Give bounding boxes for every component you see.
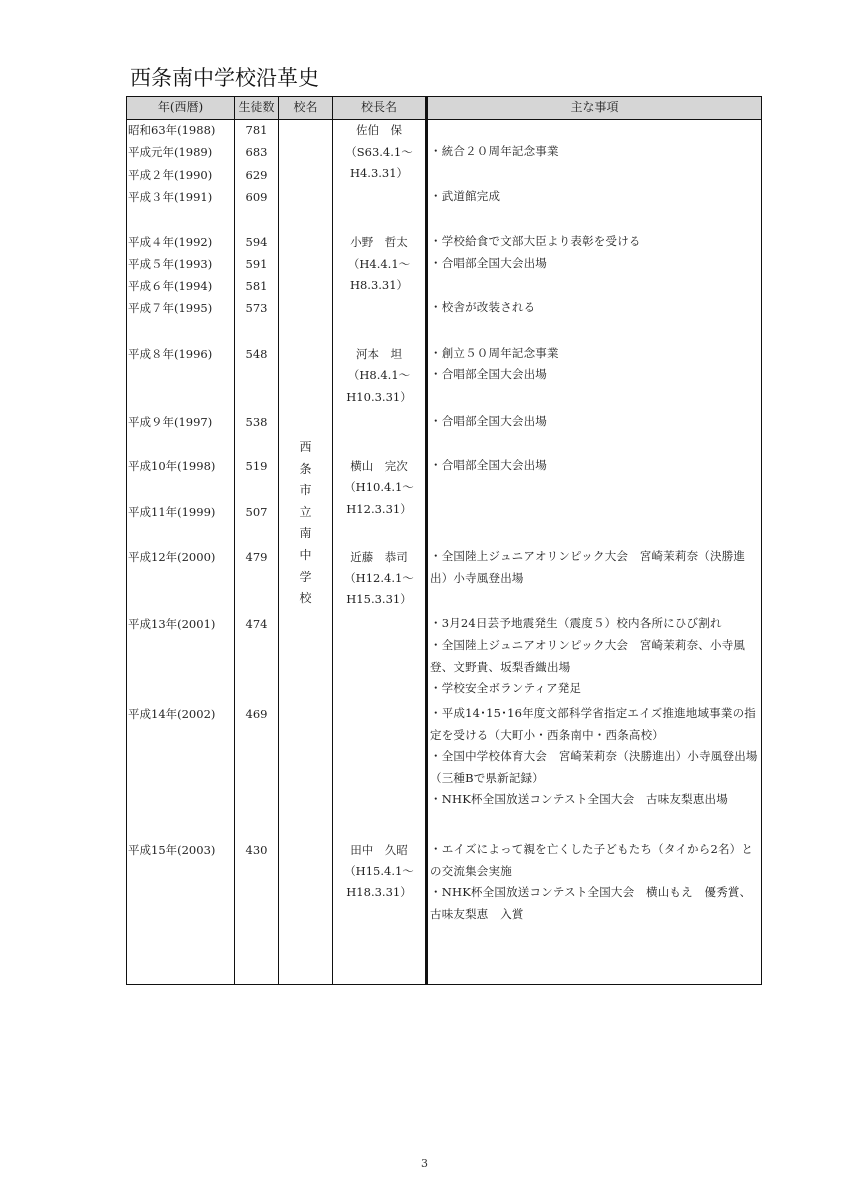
event-item: ・全国陸上ジュニアオリンピック大会 宮崎茉莉奈（決勝進出）小寺風登出場 bbox=[430, 549, 746, 585]
event-item: ・全国陸上ジュニアオリンピック大会 宮崎茉莉奈、小寺風登、文野貴、坂梨香織出場 bbox=[430, 638, 746, 674]
header-principal: 校長名 bbox=[360, 100, 397, 114]
school-name-text: 西条市立南中学校 bbox=[299, 440, 312, 606]
event-item: ・合唱部全国大会出場 bbox=[430, 414, 547, 428]
principal-term-end: H10.3.31） bbox=[346, 390, 412, 404]
principal-term-start: （H15.4.1～ bbox=[344, 864, 414, 878]
year-cell: 平成13年(2001) bbox=[128, 617, 216, 631]
event-item: ・学校給食で文部大臣より表彰を受ける bbox=[430, 234, 641, 248]
event-item: ・NHK杯全国放送コンテスト全国大会 横山もえ 優秀賞、古味友梨恵 入賞 bbox=[430, 885, 752, 921]
principal-name: 小野 哲太 bbox=[350, 235, 408, 249]
event-item: ・合唱部全国大会出場 bbox=[430, 367, 547, 381]
year-cell: 平成６年(1994) bbox=[128, 279, 213, 293]
column-divider bbox=[425, 97, 428, 984]
principal-name: 河本 坦 bbox=[356, 347, 402, 361]
principal-term-start: （S63.4.1～ bbox=[345, 145, 413, 159]
students-cell: 519 bbox=[245, 459, 268, 473]
students-cell: 591 bbox=[245, 257, 268, 271]
year-cell: 平成４年(1992) bbox=[128, 235, 213, 249]
year-cell: 平成２年(1990) bbox=[128, 168, 213, 182]
year-cell: 平成元年(1989) bbox=[128, 145, 213, 159]
students-cell: 474 bbox=[245, 617, 268, 631]
principal-term-start: （H4.4.1～ bbox=[347, 257, 411, 271]
event-item: ・学校安全ボランティア発足 bbox=[430, 681, 582, 695]
year-cell: 平成３年(1991) bbox=[128, 190, 213, 204]
event-item: ・3月24日芸予地震発生（震度５）校内各所にひび割れ bbox=[430, 616, 722, 630]
event-item: ・統合２０周年記念事業 bbox=[430, 144, 559, 158]
event-item: ・武道館完成 bbox=[430, 189, 501, 203]
principal-name: 横山 完次 bbox=[350, 459, 408, 473]
students-cell: 573 bbox=[245, 301, 268, 315]
year-cell: 平成７年(1995) bbox=[128, 301, 213, 315]
principal-name: 近藤 恭司 bbox=[350, 550, 408, 564]
year-cell: 平成12年(2000) bbox=[128, 550, 216, 564]
principal-term-end: H15.3.31） bbox=[346, 592, 412, 606]
event-item: ・合唱部全国大会出場 bbox=[430, 458, 547, 472]
event-item: ・校舎が改装される bbox=[430, 300, 536, 314]
students-cell: 548 bbox=[245, 347, 268, 361]
event-item: ・合唱部全国大会出場 bbox=[430, 256, 547, 270]
year-cell: 平成14年(2002) bbox=[128, 707, 216, 721]
event-item: ・NHK杯全国放送コンテスト全国大会 古味友梨恵出場 bbox=[430, 792, 728, 806]
year-cell: 平成８年(1996) bbox=[128, 347, 213, 361]
header-events: 主な事項 bbox=[570, 100, 619, 114]
header-students: 生徒数 bbox=[238, 100, 275, 114]
year-cell: 平成11年(1999) bbox=[128, 505, 216, 519]
principal-term-end: H12.3.31） bbox=[346, 502, 412, 516]
event-item: ・全国中学校体育大会 宮崎茉莉奈（決勝進出）小寺風登出場（三種Bで県新記録） bbox=[430, 749, 758, 785]
students-cell: 683 bbox=[245, 145, 268, 159]
page-title: 西条南中学校沿革史 bbox=[130, 66, 319, 90]
header-school: 校名 bbox=[293, 100, 318, 114]
school-name bbox=[279, 437, 332, 610]
students-cell: 507 bbox=[245, 505, 268, 519]
students-cell: 581 bbox=[245, 279, 268, 293]
principal-name: 佐伯 保 bbox=[356, 123, 402, 137]
students-cell: 594 bbox=[245, 235, 268, 249]
principal-term-end: H4.3.31） bbox=[349, 166, 409, 180]
students-cell: 629 bbox=[245, 168, 268, 182]
principal-term-start: （H10.4.1～ bbox=[344, 480, 414, 494]
event-item: ・創立５０周年記念事業 bbox=[430, 346, 559, 360]
year-cell: 昭和63年(1988) bbox=[128, 123, 216, 137]
year-cell: 平成５年(1993) bbox=[128, 257, 213, 271]
header-year: 年(西暦) bbox=[157, 100, 204, 114]
students-cell: 609 bbox=[245, 190, 268, 204]
principal-term-end: H8.3.31） bbox=[349, 278, 409, 292]
year-cell: 平成15年(2003) bbox=[128, 843, 216, 857]
students-cell: 479 bbox=[245, 550, 268, 564]
year-cell: 平成10年(1998) bbox=[128, 459, 216, 473]
students-cell: 469 bbox=[245, 707, 268, 721]
principal-term-start: （H8.4.1～ bbox=[347, 368, 411, 382]
history-table bbox=[126, 96, 762, 985]
students-cell: 430 bbox=[245, 843, 268, 857]
principal-term-start: （H12.4.1～ bbox=[344, 571, 414, 585]
year-cell: 平成９年(1997) bbox=[128, 415, 213, 429]
page-number: 3 bbox=[421, 1157, 428, 1170]
principal-term-end: H18.3.31） bbox=[346, 885, 412, 899]
event-item: ・平成14･15･16年度文部科学省指定エイズ推進地域事業の指定を受ける（大町小・西条南中・西条高校） bbox=[430, 706, 756, 742]
event-item: ・エイズによって親を亡くした子どもたち（タイから2名）との交流集会実施 bbox=[430, 842, 754, 878]
students-cell: 538 bbox=[245, 415, 268, 429]
principal-name: 田中 久昭 bbox=[350, 843, 408, 857]
students-cell: 781 bbox=[245, 123, 268, 137]
